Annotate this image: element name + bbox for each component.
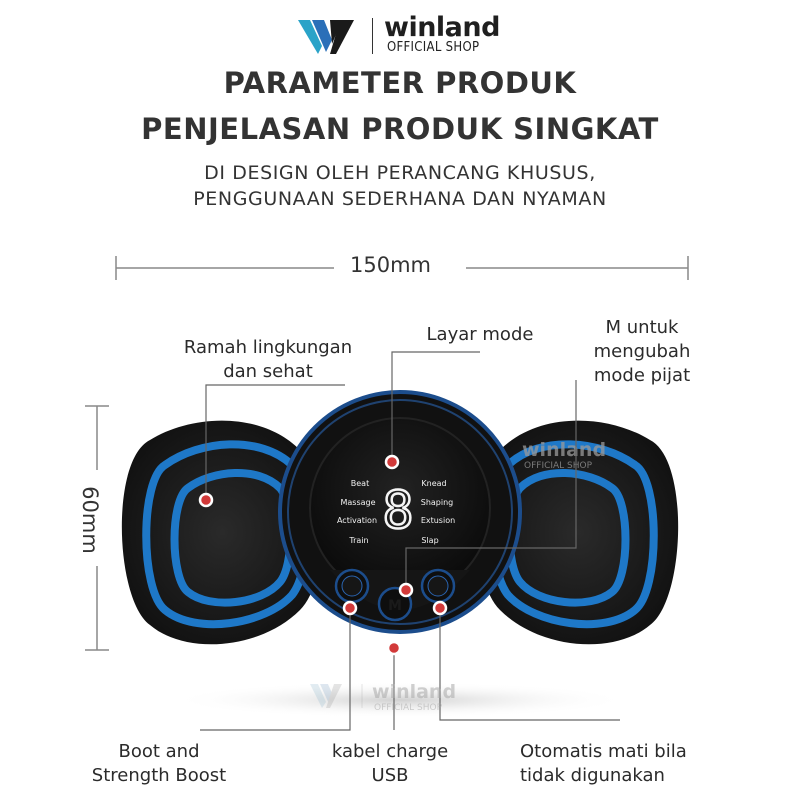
auto-off-label-line-2: tidak digunakan (520, 765, 665, 786)
screen-label-line-1: Layar mode (426, 324, 534, 345)
width-label: 150mm (350, 253, 431, 277)
eco-label-line-2: dan sehat (223, 361, 313, 382)
auto-off-label (520, 740, 730, 788)
heading-line-2: PENJELASAN PRODUK SINGKAT (141, 112, 659, 146)
bottom-watermark-name: winland (372, 681, 457, 703)
mode-train: Train (349, 536, 369, 545)
auto-off-label-line-1: Otomatis mati bila (520, 741, 687, 762)
brand-name: winland (384, 12, 500, 43)
mode-slap: Slap (421, 536, 439, 545)
mode-shaping: Shaping (420, 498, 454, 507)
pad-watermark-name: winland (522, 439, 607, 461)
charge-label-line-1: kabel charge (331, 741, 449, 762)
mode-massage: Massage (340, 498, 376, 507)
mode-beat: Beat (350, 479, 370, 488)
screen-marker (386, 456, 398, 468)
subheading-line-2: PENGGUNAAN SEDERHANA DAN NYAMAN (193, 188, 607, 210)
boot-label (74, 740, 244, 788)
eco-marker (200, 494, 212, 506)
boot-label-line-1: Boot and (118, 741, 200, 762)
heading-line-1: PARAMETER PRODUK (223, 66, 577, 100)
eco-label (168, 336, 368, 384)
height-label: 60mm (77, 486, 102, 554)
segment-digit: 8 (382, 481, 414, 541)
m-button-marker (400, 584, 412, 596)
m-button-label-line-2: mengubah (593, 341, 691, 362)
svg-text:M: M (388, 598, 402, 614)
bottom-watermark-tagline: OFFICIAL SHOP (374, 703, 443, 713)
eco-label-line-1: Ramah lingkungan (183, 337, 353, 358)
m-button-label-line-1: M untuk (605, 317, 679, 338)
charge-marker (388, 642, 400, 654)
charge-label-line-2: USB (371, 765, 409, 786)
boot-label-line-2: Strength Boost (91, 765, 227, 786)
charge-label (315, 740, 465, 788)
boot-marker (344, 602, 356, 614)
m-button-label-line-3: mode pijat (593, 365, 691, 386)
subheading-line-1: DI DESIGN OLEH PERANCANG KHUSUS, (204, 162, 596, 184)
brand-tagline: OFFICIAL SHOP (387, 40, 480, 55)
m-button-label (572, 316, 712, 388)
mode-activation: Activation (336, 516, 378, 525)
pad-watermark-tagline: OFFICIAL SHOP (524, 461, 593, 471)
mode-extusion: Extusion (420, 516, 456, 525)
screen-label (410, 323, 550, 347)
mode-knead: Knead (421, 479, 447, 488)
auto-off-marker (434, 602, 446, 614)
